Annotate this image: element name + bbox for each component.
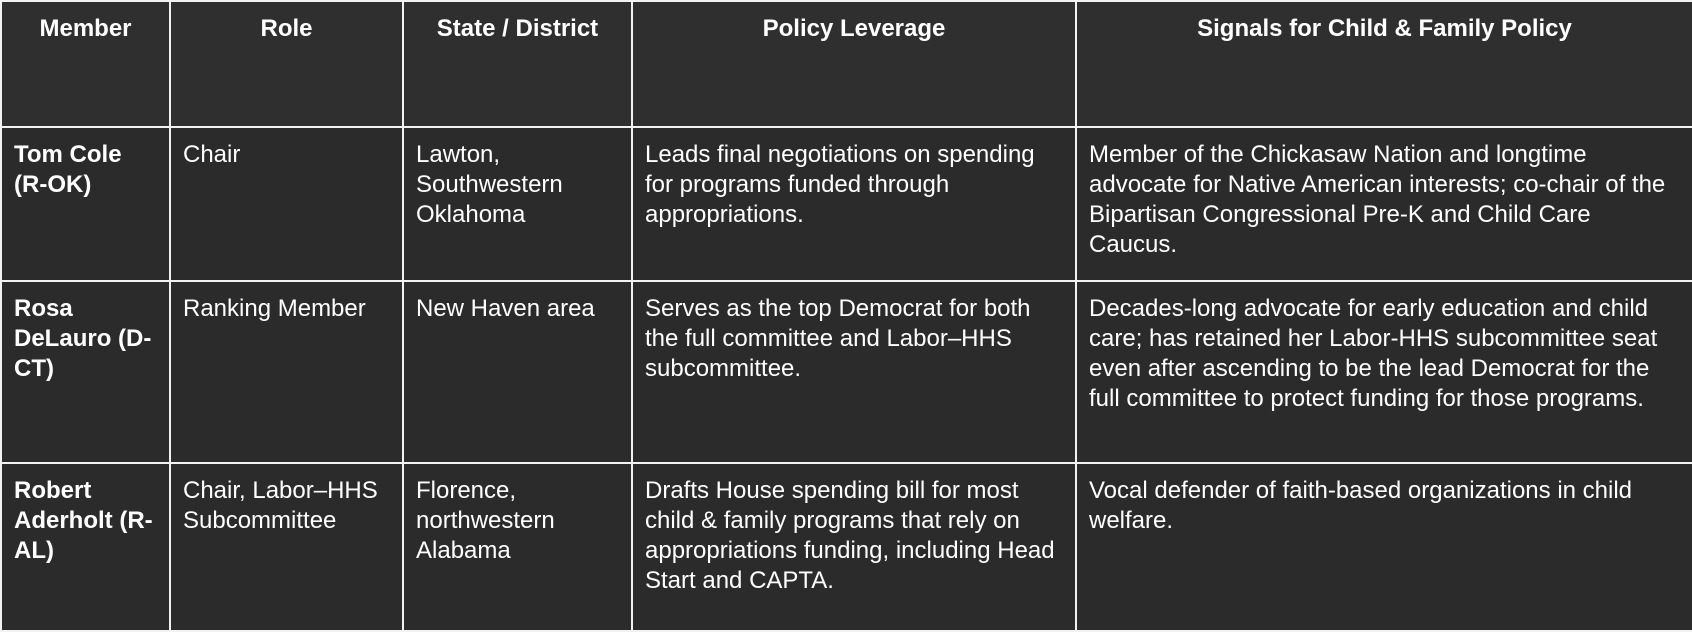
member-cell: Robert Aderholt (R-AL)	[1, 463, 170, 631]
header-row	[1, 1, 1692, 127]
role-cell: Chair, Labor–HHS Subcommittee	[170, 463, 403, 631]
column-header-signals: Signals for Child & Family Policy	[1076, 1, 1692, 127]
column-header-state-district: State / District	[403, 1, 632, 127]
role-cell: Ranking Member	[170, 281, 403, 463]
district-cell: Lawton, Southwestern Oklahoma	[403, 127, 632, 281]
signals-cell: Vocal defender of faith-based organizations in child welfare.	[1076, 463, 1692, 631]
member-cell: Rosa DeLauro (D-CT)	[1, 281, 170, 463]
column-header-policy-leverage: Policy Leverage	[632, 1, 1076, 127]
leverage-cell: Drafts House spending bill for most child & family programs that rely on appropriations funding, including Head Start and CAPTA.	[632, 463, 1076, 631]
leverage-cell: Leads final negotiations on spending for programs funded through appropriations.	[632, 127, 1076, 281]
signals-cell: Member of the Chickasaw Nation and longtime advocate for Native American interests; co-chair of the Bipartisan Congressional Pre-K and Child Care Caucus.	[1076, 127, 1692, 281]
role-cell: Chair	[170, 127, 403, 281]
table-row	[1, 463, 1692, 631]
district-cell: New Haven area	[403, 281, 632, 463]
column-header-role: Role	[170, 1, 403, 127]
member-cell: Tom Cole (R-OK)	[1, 127, 170, 281]
table-row	[1, 281, 1692, 463]
signals-cell: Decades-long advocate for early education and child care; has retained her Labor-HHS subcommittee seat even after ascending to be the lead Democrat for the full committee to protect funding for those programs.	[1076, 281, 1692, 463]
column-header-member: Member	[1, 1, 170, 127]
leverage-cell: Serves as the top Democrat for both the full committee and Labor–HHS subcommittee.	[632, 281, 1076, 463]
table-row	[1, 127, 1692, 281]
district-cell: Florence, northwestern Alabama	[403, 463, 632, 631]
